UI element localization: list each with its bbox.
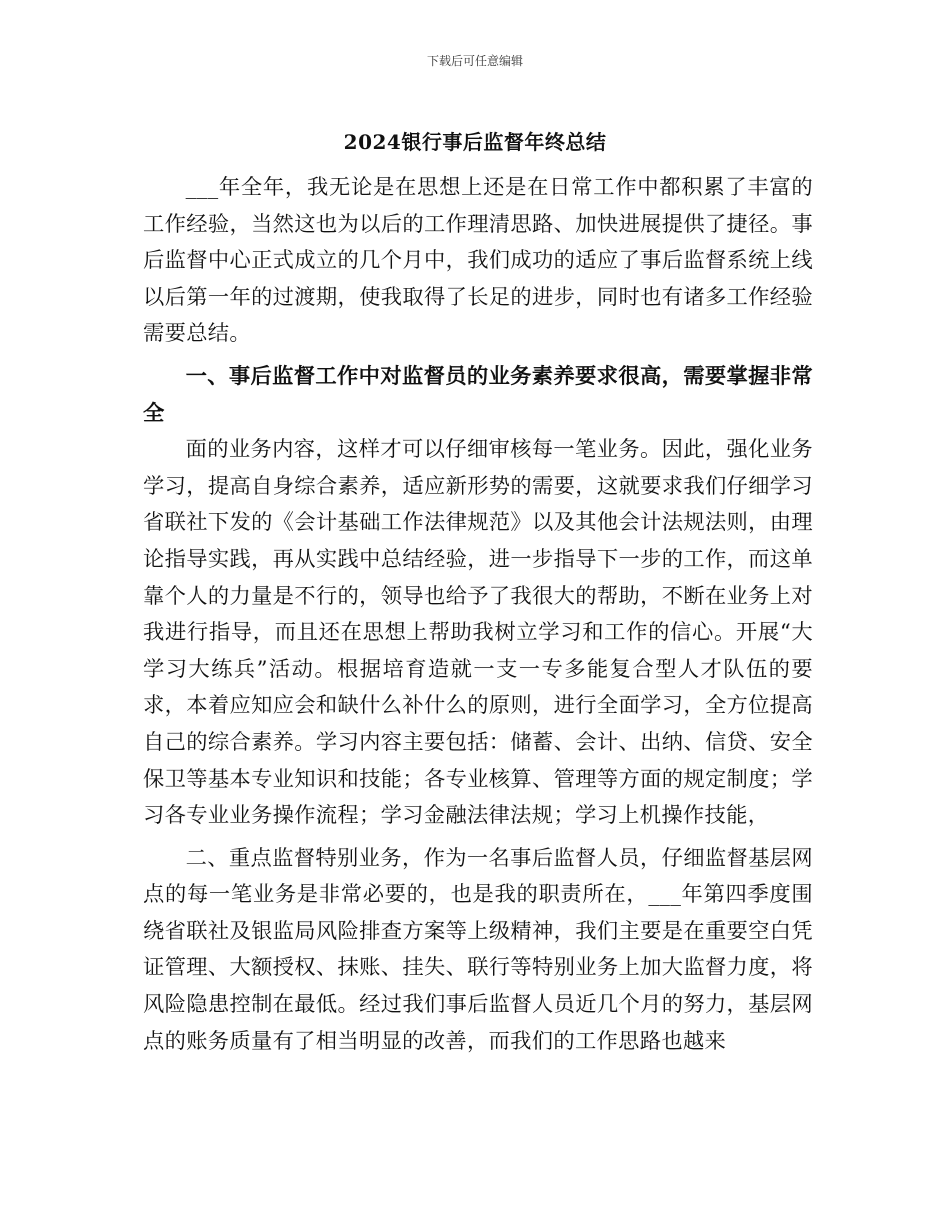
section-heading-1: 一、事后监督工作中对监督员的业务素养要求很高，需要掌握非常全 (143, 363, 813, 426)
document-title: 2024银行事后监督年终总结 (343, 130, 607, 154)
header-note: 下载后可任意编辑 (426, 54, 523, 68)
paragraph-section-1: 面的业务内容，这样才可以仔细审核每一笔业务。因此，强化业务学习，提高自身综合素养，适应新形势的需要，这就要求我们仔细学习省联社下发的《会计基础工作法律规范》以及其他会计法规法则，由理论指导实践，再从实践中总结经验，进一步指导下一步的工作，而这单靠个人的力量是不行的，领导也给予了我很大的帮助，不断在业务上对我进行指导，而且还在思想上帮助我树立学习和工作的信心。开展“大学习大练兵”活动。根据培育造就一支一专多能复合型人才队伍的要求，本着应知应会和缺什么补什么的原则，进行全面学习，全方位提高自己的综合素养。学习内容主要包括：储蓄、会计、出纳、信贷、安全保卫等基本专业知识和技能；各专业核算、管理等方面的规定制度；学习各专业业务操作流程；学习金融法律法规；学习上机操作技能， (143, 437, 813, 829)
document-body (143, 170, 813, 1060)
paragraph-intro: ___年全年，我无论是在思想上还是在日常工作中都积累了丰富的工作经验，当然这也为以后的工作理清思路、加快进展提供了捷径。事后监督中心正式成立的几个月中，我们成功的适应了事后监督系统上线以后第一年的过渡期，使我取得了长足的进步，同时也有诸多工作经验需要总结。 (143, 175, 813, 347)
paragraph-section-2: 二、重点监督特别业务，作为一名事后监督人员，仔细监督基层网点的每一笔业务是非常必要的，也是我的职责所在，___年第四季度围绕省联社及银监局风险排查方案等上级精神，我们主要是在重要空白凭证管理、大额授权、抹账、挂失、联行等特别业务上加大监督力度，将风险隐患控制在最低。经过我们事后监督人员近几个月的努力，基层网点的账务质量有了相当明显的改善，而我们的工作思路也越来 (143, 845, 813, 1054)
